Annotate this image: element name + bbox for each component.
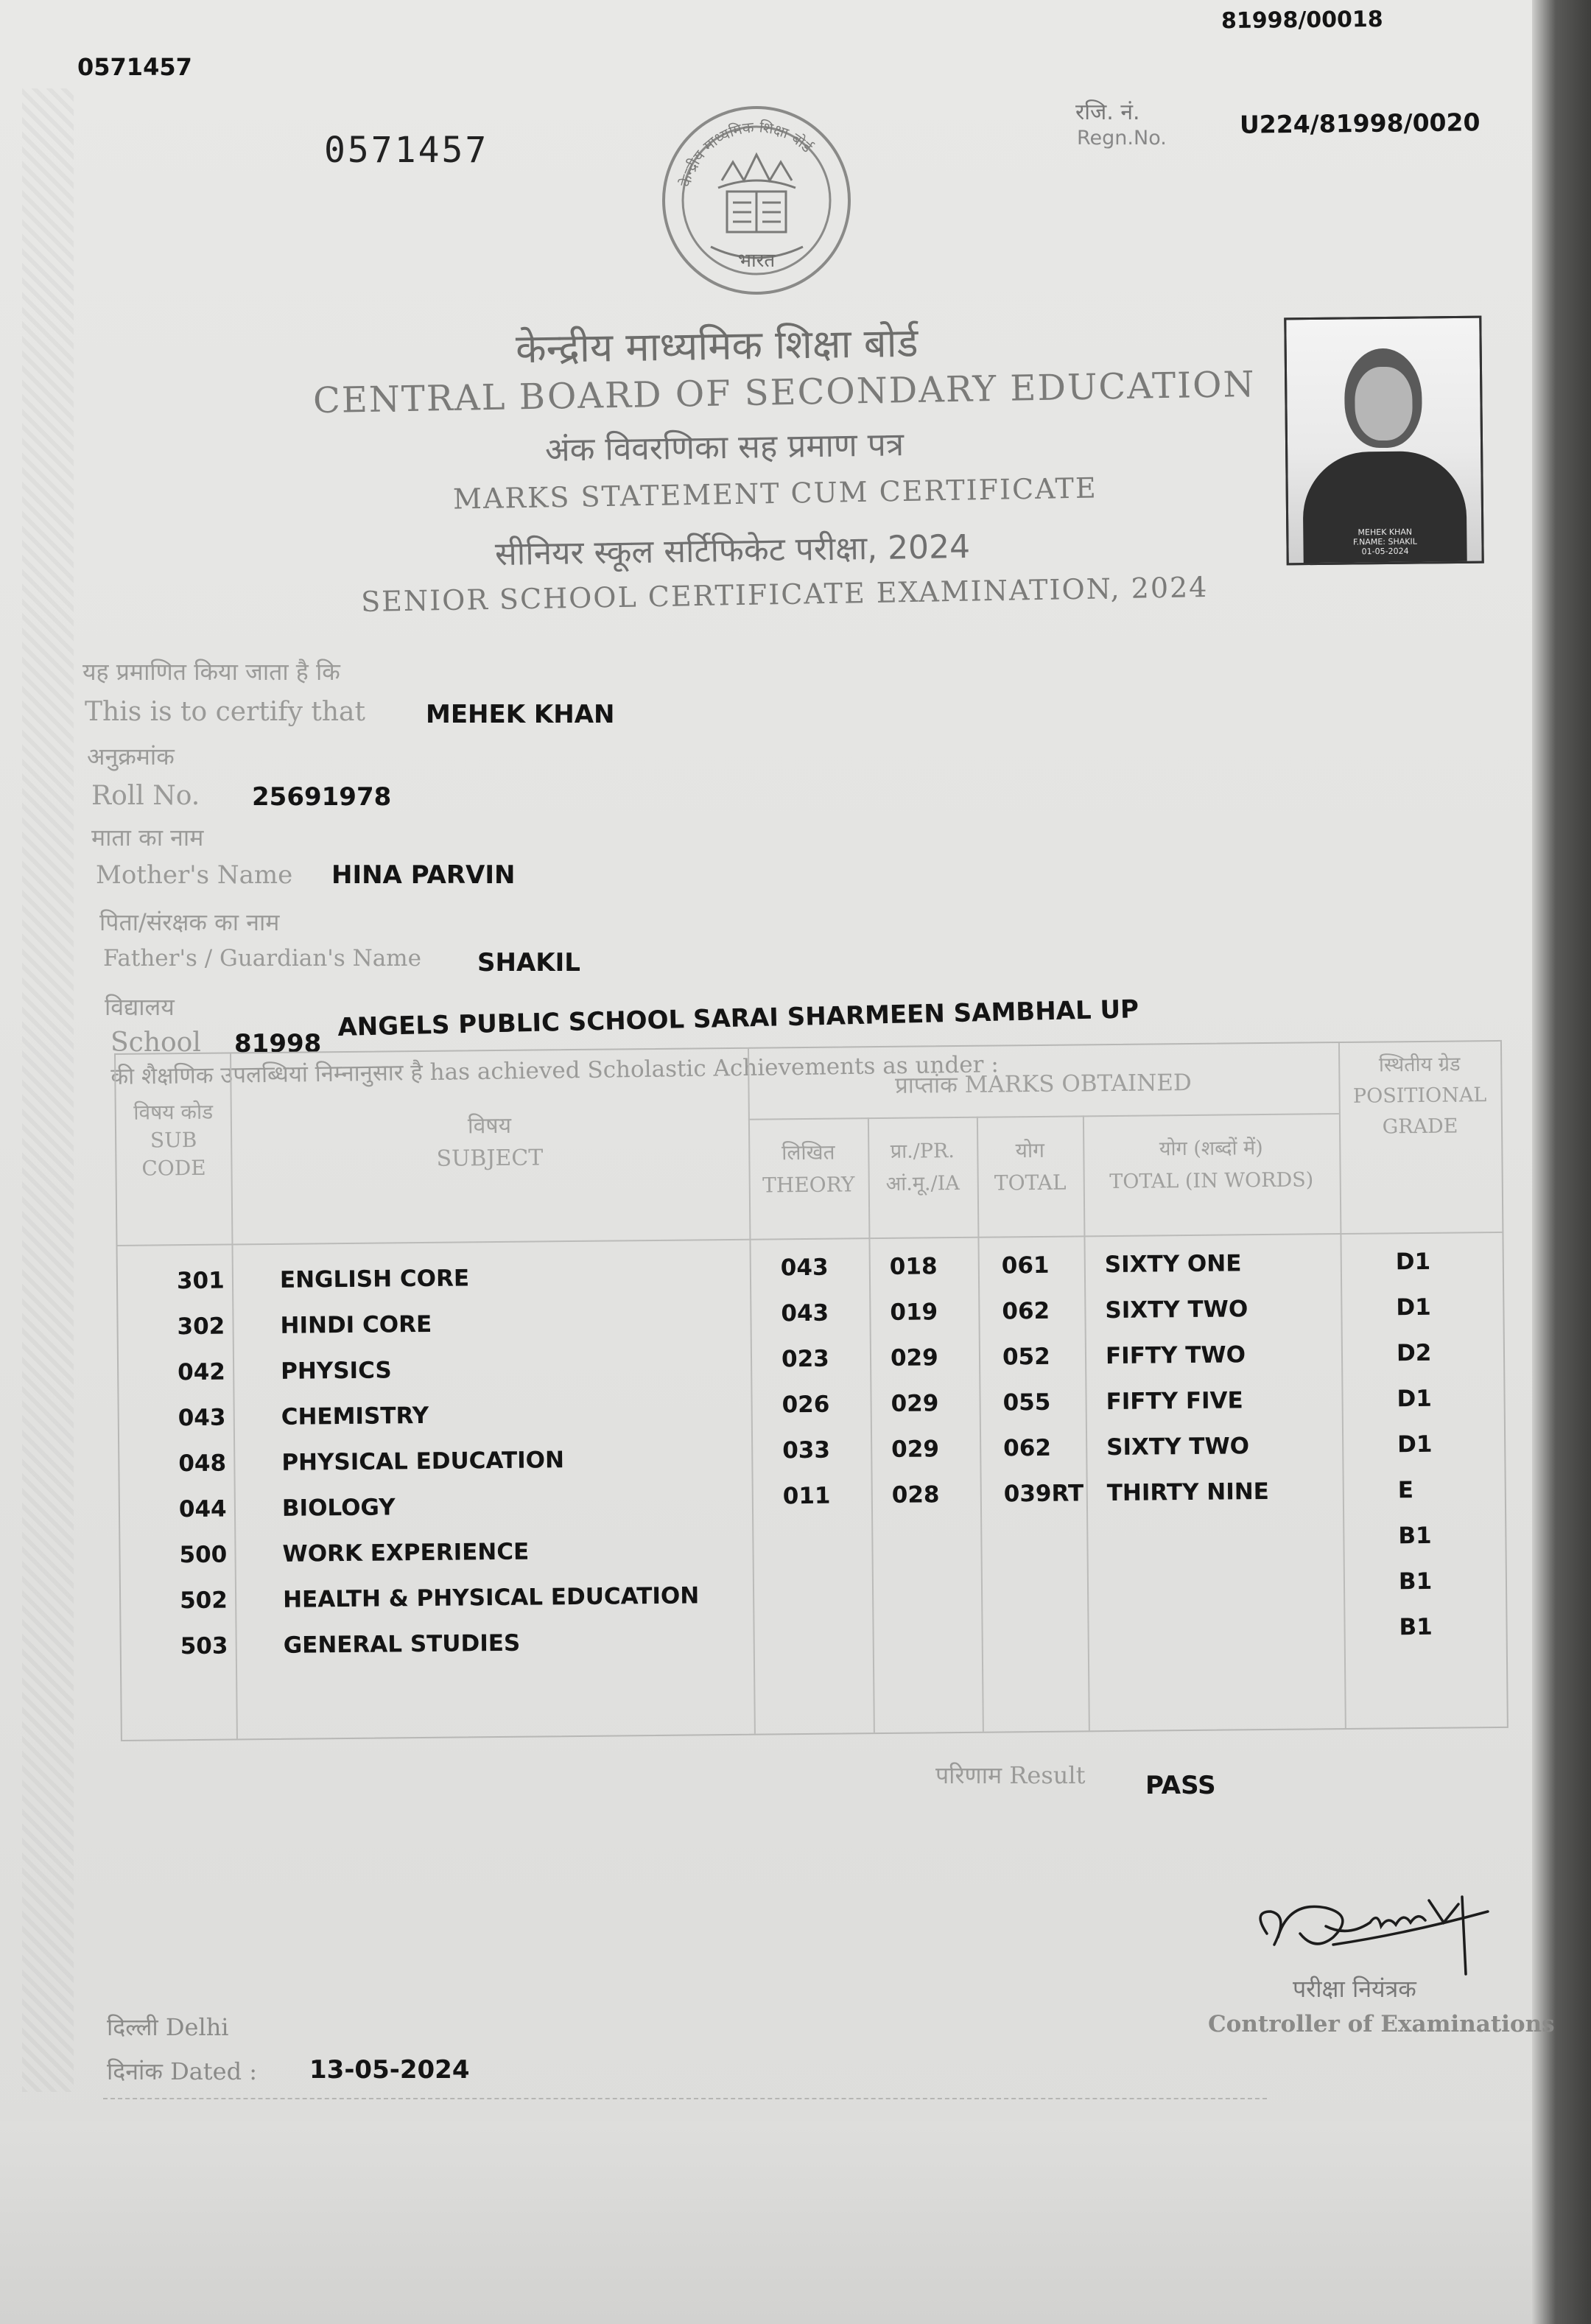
row-theory: 026 [782,1391,830,1419]
row-total: 039RT [1003,1480,1084,1508]
row-code: 043 [178,1404,226,1432]
row-words: THIRTY NINE [1106,1478,1270,1507]
row-grade: D1 [1395,1248,1431,1276]
footer-divider [103,2098,1267,2099]
paper-bottom-fold [0,2121,1591,2324]
father-label-en: Father's / Guardian's Name [103,945,421,972]
row-code: 048 [178,1450,227,1478]
th-total-hi: योग [1015,1137,1045,1163]
certify-label-en: This is to certify that [85,697,365,727]
serial-number: 0571457 [324,130,489,171]
mother-label-en: Mother's Name [96,860,293,890]
place-label: दिल्ली Delhi [107,2013,229,2041]
board-name-hi: केन्द्रीय माध्यमिक शिक्षा बोर्ड [515,319,919,373]
row-total: 062 [1002,1297,1050,1325]
achievement-line: की शैक्षणिक उपलब्धियां निम्नानुसार है has achieved Scholastic Achievements as under : [110,1051,1000,1090]
row-practical: 029 [890,1344,938,1372]
student-photo: MEHEK KHAN F.NAME: SHAKIL 01-05-2024 [1284,316,1484,566]
th-practical-hi: प्रा./PR. [890,1140,955,1163]
row-subject: HINDI CORE [280,1310,432,1339]
roll-label-hi: अनुक्रमांक [87,743,175,770]
th-subcode-hi: विषय कोड [133,1099,214,1125]
roll-number: 25691978 [252,782,392,812]
regn-value: U224/81998/0020 [1239,108,1481,139]
row-grade: B1 [1398,1568,1433,1595]
dated-value: 13-05-2024 [309,2055,470,2085]
doc-title-hi: अंक विवरणिका सह प्रमाण पत्र [544,426,905,469]
row-practical: 028 [891,1481,940,1509]
row-total: 061 [1001,1251,1050,1279]
th-subject-en: SUBJECT [436,1145,544,1172]
row-theory: 011 [782,1482,831,1510]
row-words: SIXTY TWO [1106,1433,1250,1461]
th-grade-hi: स्थितीय ग्रेड [1378,1053,1461,1077]
controller-label-hi: परीक्षा नियंत्रक [1293,1975,1416,2003]
row-grade: D1 [1397,1385,1433,1413]
doc-title-en: MARKS STATEMENT CUM CERTIFICATE [452,471,1097,516]
row-subject: CHEMISTRY [281,1402,429,1430]
row-grade: B1 [1398,1522,1432,1550]
mother-name: HINA PARVIN [331,860,516,890]
certify-label-hi: यह प्रमाणित किया जाता है कि [82,658,340,686]
row-grade: E [1397,1477,1414,1504]
result-value: PASS [1145,1771,1216,1800]
row-theory: 023 [781,1345,829,1373]
row-subject: WORK EXPERIENCE [282,1538,530,1568]
row-subject: GENERAL STUDIES [283,1629,521,1659]
row-total: 062 [1003,1434,1052,1462]
th-grade-en1: POSITIONAL [1352,1084,1487,1108]
row-subject: BIOLOGY [281,1494,396,1522]
row-words: SIXTY TWO [1105,1296,1248,1324]
row-code: 044 [178,1495,227,1523]
row-code: 302 [177,1313,225,1341]
exam-hi: सीनियर स्कूल सर्टिफिकेट परीक्षा, 2024 [494,527,971,574]
row-grade: D2 [1396,1339,1432,1367]
row-theory: 043 [781,1299,829,1327]
school-label-en: School [110,1028,201,1058]
serial-top-left: 0571457 [77,53,192,81]
board-name-en: CENTRAL BOARD OF SECONDARY EDUCATION [312,363,1256,422]
th-words-en: TOTAL (IN WORDS) [1109,1168,1314,1194]
school-label-hi: विद्यालय [105,993,175,1021]
row-code: 502 [179,1587,228,1615]
background-edge [1532,0,1591,2324]
row-words: SIXTY ONE [1104,1250,1242,1279]
row-subject: PHYSICS [280,1357,392,1385]
row-words: FIFTY FIVE [1106,1387,1243,1416]
row-practical: 029 [891,1390,939,1417]
row-total: 052 [1002,1343,1050,1371]
student-name: MEHEK KHAN [426,700,615,729]
th-words-hi: योग (शब्दों में) [1159,1137,1263,1161]
th-grade-en2: GRADE [1382,1114,1458,1139]
father-label-hi: पिता/संरक्षक का नाम [99,908,280,936]
controller-label-en: Controller of Examinations [1208,2011,1555,2037]
th-subject-hi: विषय [467,1112,512,1140]
th-practical-en: आं.मू./IA [885,1171,960,1196]
th-theory-hi: लिखित [781,1140,835,1165]
th-marks-obtained: प्राप्तांक MARKS OBTAINED [894,1069,1192,1099]
mother-label-hi: माता का नाम [91,824,204,852]
svg-text:केन्द्रीय माध्यमिक शिक्षा बोर्: केन्द्रीय माध्यमिक शिक्षा बोर्ड [675,118,816,189]
row-grade: D1 [1396,1293,1431,1321]
row-subject: HEALTH & PHYSICAL EDUCATION [282,1582,700,1613]
result-label: परिणाम Result [935,1761,1086,1789]
row-subject: PHYSICAL EDUCATION [281,1447,565,1476]
row-practical: 018 [889,1253,938,1280]
school-name: ANGELS PUBLIC SCHOOL SARAI SHARMEEN SAMBHAL UP [337,994,1139,1042]
row-practical: 029 [891,1436,940,1463]
row-subject: ENGLISH CORE [279,1265,470,1293]
exam-en: SENIOR SCHOOL CERTIFICATE EXAMINATION, 2024 [360,570,1209,619]
th-theory-en: THEORY [762,1172,855,1198]
ref-top-right: 81998/00018 [1221,6,1383,35]
row-total: 055 [1002,1389,1051,1416]
row-code: 500 [179,1541,228,1569]
row-code: 042 [177,1358,226,1386]
father-name: SHAKIL [477,948,580,977]
th-subcode-en2: CODE [141,1155,206,1181]
row-grade: B1 [1399,1613,1433,1641]
th-total-en: TOTAL [994,1170,1067,1196]
svg-text:भारत: भारत [737,250,776,272]
dated-label: दिनांक Dated : [107,2057,258,2085]
row-practical: 019 [890,1299,938,1326]
row-grade: D1 [1397,1430,1433,1458]
th-subcode-en1: SUB [150,1127,197,1153]
regn-label-hi: रजि. नं. [1075,99,1140,125]
watermark-border [22,88,74,2092]
row-theory: 033 [782,1436,831,1464]
row-code: 301 [176,1267,225,1295]
regn-label-en: Regn.No. [1077,127,1167,150]
roll-label-en: Roll No. [91,781,200,811]
row-words: FIFTY TWO [1105,1341,1246,1370]
row-code: 503 [180,1632,228,1660]
cbse-emblem [659,103,854,298]
school-code: 81998 [234,1029,322,1059]
row-theory: 043 [780,1254,829,1282]
marks-table [114,1040,1509,1741]
